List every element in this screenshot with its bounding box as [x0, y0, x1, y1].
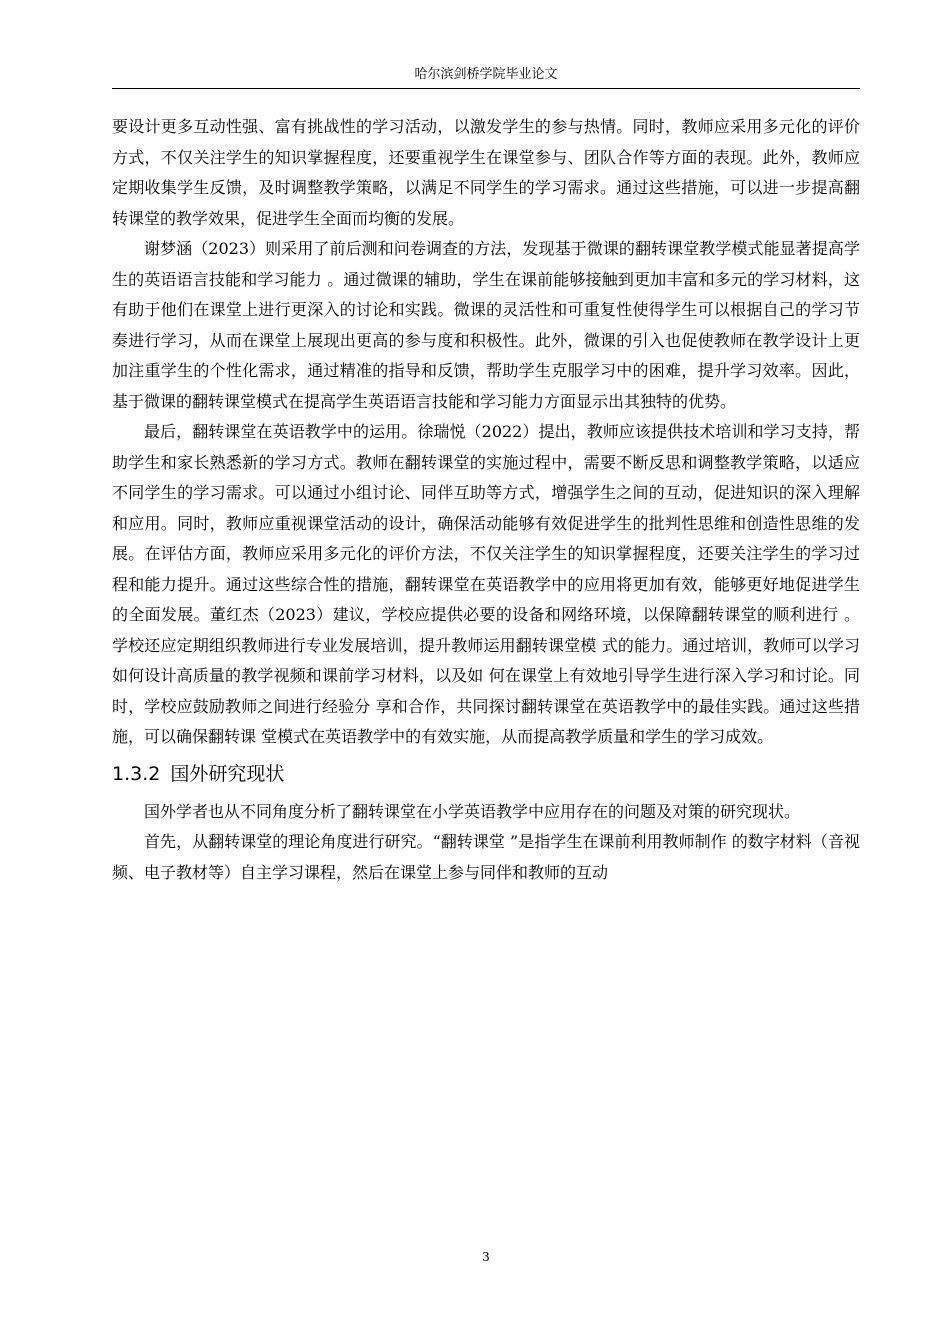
- section-title: 国外研究现状: [170, 762, 285, 785]
- page-body: [112, 112, 860, 888]
- running-header: 哈尔滨剑桥学院毕业论文: [414, 67, 558, 82]
- paragraph-application: 最后，翻转课堂在英语教学中的运用。徐瑞悦（2022）提出，教师应该提供技术培训和学习支持，帮助学生和家长熟悉新的学习方式。教师在翻转课堂的实施过程中，需要不断反思和调整教学策略，以适应不同学生的学习需求。可以通过小组讨论、同伴互助等方式，增强学生之间的互动，促进知识的深入理解和应用。同时，教师应重视课堂活动的设计，确保活动能够有效促进学生的批判性思维和创造性思维的发展。在评估方面，教师应采用多元化的评价方法，不仅关注学生的知识掌握程度，还要关注学生的学习过程和能力提升。通过这些综合性的措施，翻转课堂在英语教学中的应用将更加有效，能够更好地促进学生的全面发展。董红杰（2023）建议，学校应提供必要的设备和网络环境，以保障翻转课堂的顺利进行 。学校还应定期组织教师进行专业发展培训，提升教师运用翻转课堂模 式的能力。通过培训，教师可以学习如何设计高质量的教学视频和课前学习材料，以及如 何在课堂上有效地引导学生进行深入学习和讨论。同时，学校应鼓励教师之间进行经验分 享和合作，共同探讨翻转课堂在英语教学中的最佳实践。通过这些措施，可以确保翻转课 堂模式在英语教学中的有效实施，从而提高教学质量和学生的学习成效。: [112, 422, 860, 746]
- paragraph-foreign-intro: 国外学者也从不同角度分析了翻转课堂在小学英语教学中应用存在的问题及对策的研究现状。: [144, 801, 801, 821]
- section-number: 1.3.2: [112, 762, 161, 785]
- paragraph-theory: 首先，从翻转课堂的理论角度进行研究。“翻转课堂 ”是指学生在课前利用教师制作 的数字材料（音视频、电子教材等）自主学习课程，然后在课堂上参与同伴和教师的互动: [112, 832, 860, 882]
- header-divider: [112, 88, 860, 89]
- paragraph-continuation: 要设计更多互动性强、富有挑战性的学习活动，以激发学生的参与热情。同时，教师应采用多元化的评价方式，不仅关注学生的知识掌握程度，还要重视学生在课堂参与、团队合作等方面的表现。此外，教师应定期收集学生反馈，及时调整教学策略，以满足不同学生的学习需求。通过这些措施，可以进一步提高翻转课堂的教学效果，促进学生全面而均衡的发展。: [112, 117, 860, 228]
- paragraph-xie-menghan: 谢梦涵（2023）则采用了前后测和问卷调查的方法，发现基于微课的翻转课堂教学模式能显著提高学生的英语语言技能和学习能力 。通过微课的辅助，学生在课前能够接触到更加丰富和多元的学习材料，这有助于他们在课堂上进行更深入的讨论和实践。微课的灵活性和可重复性使得学生可以根据自己的学习节奏进行学习，从而在课堂上展现出更高的参与度和积极性。此外，微课的引入也促使教师在教学设计上更加注重学生的个性化需求，通过精准的指导和反馈，帮助学生克服学习中的困难，提升学习效率。因此，基于微课的翻转课堂模式在提高学生英语语言技能和学习能力方面显示出其独特的优势。: [112, 239, 860, 411]
- page-number: 3: [482, 1250, 490, 1264]
- section-heading: [112, 757, 860, 791]
